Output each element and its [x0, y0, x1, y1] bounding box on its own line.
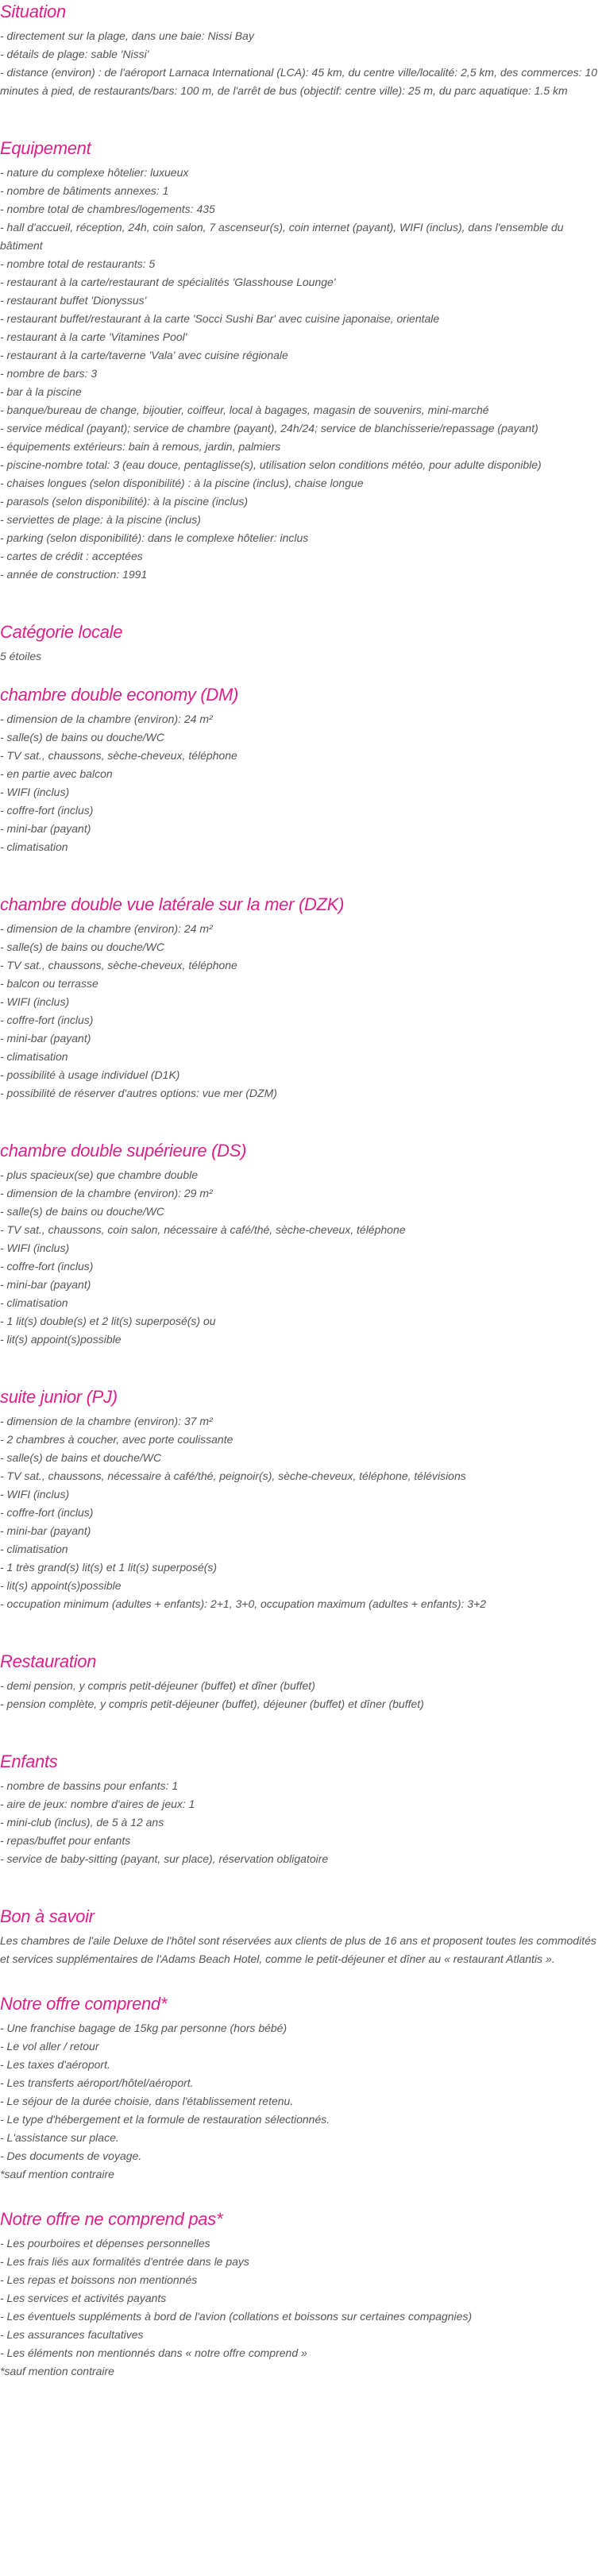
offre-ne-comprend-pas-list	[0, 2234, 602, 2381]
list-item: - restaurant à la carte/taverne 'Vala' avec cuisine régionale	[0, 349, 288, 361]
list-item: - L'assistance sur place.	[0, 2131, 119, 2144]
list-item: - piscine-nombre total: 3 (eau douce, pentaglisse(s), utilisation selon conditions météo, pour adulte disponible)	[0, 458, 542, 471]
list-item: - climatisation	[0, 1543, 68, 1555]
list-item: - mini-bar (payant)	[0, 1278, 91, 1291]
section-title-categorie: Catégorie locale	[0, 622, 123, 642]
list-item: - lit(s) appoint(s)possible	[0, 1333, 122, 1346]
list-item: - restaurant à la carte/restaurant de spécialités 'Glasshouse Lounge'	[0, 276, 336, 288]
list-item: - bar à la piscine	[0, 385, 82, 398]
section-offre-ne-comprend-pas	[0, 2207, 602, 2381]
bon-a-savoir-text: Les chambres de l'aile Deluxe de l'hôtel sont réservées aux clients de plus de 16 ans et proposent toutes les commodités et services supplémentaires de l'Adams Beach Hotel, comme le petit-déjeuner et dîner au « restaurant Atlantis ».	[0, 1934, 596, 1965]
list-item: - restaurant buffet/restaurant à la carte 'Socci Sushi Bar' avec cuisine japonaise, orientale	[0, 312, 440, 325]
list-item: - dimension de la chambre (environ): 37 m²	[0, 1415, 213, 1427]
section-categorie	[0, 620, 602, 666]
list-item: - restaurant buffet 'Dionyssus'	[0, 294, 147, 307]
section-restauration	[0, 1650, 602, 1713]
list-item: - serviettes de plage: à la piscine (inclus)	[0, 513, 201, 526]
list-item: - année de construction: 1991	[0, 568, 148, 581]
list-item: - distance (environ) : de l'aéroport Larnaca International (LCA): 45 km, du centre ville/localité: 2,5 km, des commerces: 10 minutes à pied, de restaurants/bars: 100 m, de l'arrêt de bus (objectif: centre ville): 25 m, du parc aquatique: 1.5 km	[0, 66, 598, 97]
list-item: - banque/bureau de change, bijoutier, coiffeur, local à bagages, magasin de souvenirs, mini-marché	[0, 404, 489, 416]
categorie-text: 5 étoiles	[0, 650, 42, 662]
section-situation	[0, 0, 602, 100]
list-item: - service médical (payant); service de chambre (payant), 24h/24; service de blanchisserie/repassage (payant)	[0, 422, 538, 434]
list-item: - TV sat., chaussons, sèche-cheveux, téléphone	[0, 959, 237, 971]
list-item: - service de baby-sitting (payant, sur place), réservation obligatoire	[0, 1852, 329, 1865]
situation-list	[0, 27, 602, 100]
list-item: - Une franchise bagage de 15kg par personne (hors bébé)	[0, 2022, 287, 2034]
list-item: - coffre-fort (inclus)	[0, 1260, 94, 1273]
section-title-dm: chambre double economy (DM)	[0, 685, 239, 705]
list-item: - nombre total de restaurants: 5	[0, 257, 156, 270]
list-item: - Le vol aller / retour	[0, 2040, 99, 2053]
list-item: - WIFI (inclus)	[0, 1242, 70, 1254]
list-item: - nature du complexe hôtelier: luxueux	[0, 166, 189, 179]
dm-list	[0, 710, 602, 856]
section-title-offre-comprend: Notre offre comprend*	[0, 1994, 168, 2014]
section-title-pj: suite junior (PJ)	[0, 1387, 118, 1407]
list-item: - salle(s) de bains ou douche/WC	[0, 1205, 164, 1218]
list-item: - Les taxes d'aéroport.	[0, 2058, 110, 2071]
list-item: - WIFI (inclus)	[0, 786, 70, 798]
section-title-dzk: chambre double vue latérale sur la mer (DZK)	[0, 894, 345, 914]
section-title-ds: chambre double supérieure (DS)	[0, 1141, 247, 1161]
section-title-situation: Situation	[0, 2, 66, 21]
dzk-list	[0, 920, 602, 1103]
list-item: - climatisation	[0, 840, 68, 853]
list-item: - Les frais liés aux formalités d'entrée dans le pays	[0, 2255, 249, 2268]
list-item: - parasols (selon disponibilité): à la piscine (inclus)	[0, 495, 249, 508]
list-item: - dimension de la chambre (environ): 24 m²	[0, 713, 213, 725]
list-item: - pension complète, y compris petit-déjeuner (buffet), déjeuner (buffet) et dîner (buffet)	[0, 1697, 424, 1710]
list-item: - nombre de bâtiments annexes: 1	[0, 184, 169, 197]
list-item: - Les transferts aéroport/hôtel/aéroport.	[0, 2076, 194, 2089]
equipement-list	[0, 164, 602, 584]
list-item: - Les assurances facultatives	[0, 2328, 144, 2341]
list-item: - équipements extérieurs: bain à remous, jardin, palmiers	[0, 440, 281, 453]
list-item: - mini-bar (payant)	[0, 1032, 91, 1045]
list-item: - cartes de crédit : acceptées	[0, 550, 143, 562]
list-item: - en partie avec balcon	[0, 767, 113, 780]
list-item: - nombre total de chambres/logements: 435	[0, 203, 215, 215]
section-title-bon-a-savoir: Bon à savoir	[0, 1906, 95, 1926]
list-item: - TV sat., chaussons, sèche-cheveux, téléphone	[0, 749, 237, 762]
list-item: - climatisation	[0, 1296, 68, 1309]
list-item: - mini-bar (payant)	[0, 1524, 91, 1537]
list-item: - TV sat., chaussons, coin salon, nécessaire à café/thé, sèche-cheveux, téléphone	[0, 1223, 406, 1236]
list-item: - Les pourboires et dépenses personnelles	[0, 2237, 210, 2250]
list-item: - coffre-fort (inclus)	[0, 1014, 94, 1026]
list-item: - Les éléments non mentionnés dans « notre offre comprend »	[0, 2346, 307, 2359]
list-item: - plus spacieux(se) que chambre double	[0, 1168, 199, 1181]
list-item: - coffre-fort (inclus)	[0, 1506, 94, 1519]
list-item: - Le séjour de la durée choisie, dans l'établissement retenu.	[0, 2095, 294, 2107]
section-title-offre-ne-comprend-pas: Notre offre ne comprend pas*	[0, 2209, 223, 2229]
section-room-pj	[0, 1385, 602, 1613]
list-item: - hall d'accueil, réception, 24h, coin salon, 7 ascenseur(s), coin internet (payant), WIFI (inclus), dans l'ensemble du bâtiment	[0, 221, 564, 252]
list-item: - Les services et activités payants	[0, 2292, 167, 2304]
section-title-restauration: Restauration	[0, 1651, 97, 1671]
list-item: - parking (selon disponibilité): dans le complexe hôtelier: inclus	[0, 531, 309, 544]
list-item: - directement sur la plage, dans une baie: Nissi Bay	[0, 29, 254, 42]
section-room-dzk	[0, 893, 602, 1103]
list-item: - possibilité de réserver d'autres options: vue mer (DZM)	[0, 1087, 277, 1099]
list-item: - nombre de bassins pour enfants: 1	[0, 1779, 179, 1792]
section-bon-a-savoir	[0, 1905, 602, 1968]
section-offre-comprend	[0, 1992, 602, 2184]
section-room-ds	[0, 1139, 602, 1349]
pj-list	[0, 1412, 602, 1613]
section-title-equipement: Equipement	[0, 138, 91, 158]
list-item: - possibilité à usage individuel (D1K)	[0, 1068, 180, 1081]
list-item: - Le type d'hébergement et la formule de restauration sélectionnés.	[0, 2113, 330, 2126]
list-item: - aire de jeux: nombre d'aires de jeux: 1	[0, 1798, 195, 1810]
ds-list	[0, 1166, 602, 1349]
list-item: - 1 lit(s) double(s) et 2 lit(s) superposé(s) ou	[0, 1315, 216, 1327]
list-item: - mini-bar (payant)	[0, 822, 91, 835]
section-room-dm	[0, 683, 602, 856]
section-title-enfants: Enfants	[0, 1751, 58, 1771]
enfants-list	[0, 1777, 602, 1868]
list-item: - détails de plage: sable 'Nissi'	[0, 48, 149, 60]
list-item: - salle(s) de bains ou douche/WC	[0, 731, 164, 743]
list-item: - nombre de bars: 3	[0, 367, 98, 380]
list-item: - Les repas et boissons non mentionnés	[0, 2273, 198, 2286]
offre-comprend-list	[0, 2019, 602, 2184]
list-item: - salle(s) de bains et douche/WC	[0, 1451, 162, 1464]
list-item: - Des documents de voyage.	[0, 2149, 142, 2162]
list-item: - 1 très grand(s) lit(s) et 1 lit(s) superposé(s)	[0, 1561, 218, 1574]
list-item: - Les éventuels suppléments à bord de l'avion (collations et boissons sur certaines compagnies)	[0, 2310, 473, 2323]
list-item: - balcon ou terrasse	[0, 977, 98, 990]
list-item: - repas/buffet pour enfants	[0, 1834, 131, 1847]
list-item: - salle(s) de bains ou douche/WC	[0, 940, 164, 953]
list-item: - dimension de la chambre (environ): 29 m²	[0, 1187, 213, 1199]
list-item: - occupation minimum (adultes + enfants): 2+1, 3+0, occupation maximum (adultes + enfants): 3+2	[0, 1597, 487, 1610]
list-item: *sauf mention contraire	[0, 2168, 114, 2180]
list-item: - chaises longues (selon disponibilité) : à la piscine (inclus), chaise longue	[0, 477, 364, 489]
list-item: - mini-club (inclus), de 5 à 12 ans	[0, 1816, 164, 1829]
list-item: - WIFI (inclus)	[0, 995, 70, 1008]
list-item: - coffre-fort (inclus)	[0, 804, 94, 817]
list-item: - WIFI (inclus)	[0, 1488, 70, 1500]
list-item: - climatisation	[0, 1050, 68, 1063]
section-enfants	[0, 1750, 602, 1868]
list-item: - lit(s) appoint(s)possible	[0, 1579, 122, 1592]
section-equipement	[0, 137, 602, 584]
list-item: - TV sat., chaussons, nécessaire à café/thé, peignoir(s), sèche-cheveux, téléphone, télévisions	[0, 1470, 466, 1482]
list-item: - restaurant à la carte 'Vitamines Pool'	[0, 330, 187, 343]
restauration-list	[0, 1677, 602, 1713]
list-item: *sauf mention contraire	[0, 2365, 114, 2377]
list-item: - demi pension, y compris petit-déjeuner (buffet) et dîner (buffet)	[0, 1679, 315, 1692]
list-item: - dimension de la chambre (environ): 24 m²	[0, 922, 213, 935]
list-item: - 2 chambres à coucher, avec porte coulissante	[0, 1433, 233, 1446]
